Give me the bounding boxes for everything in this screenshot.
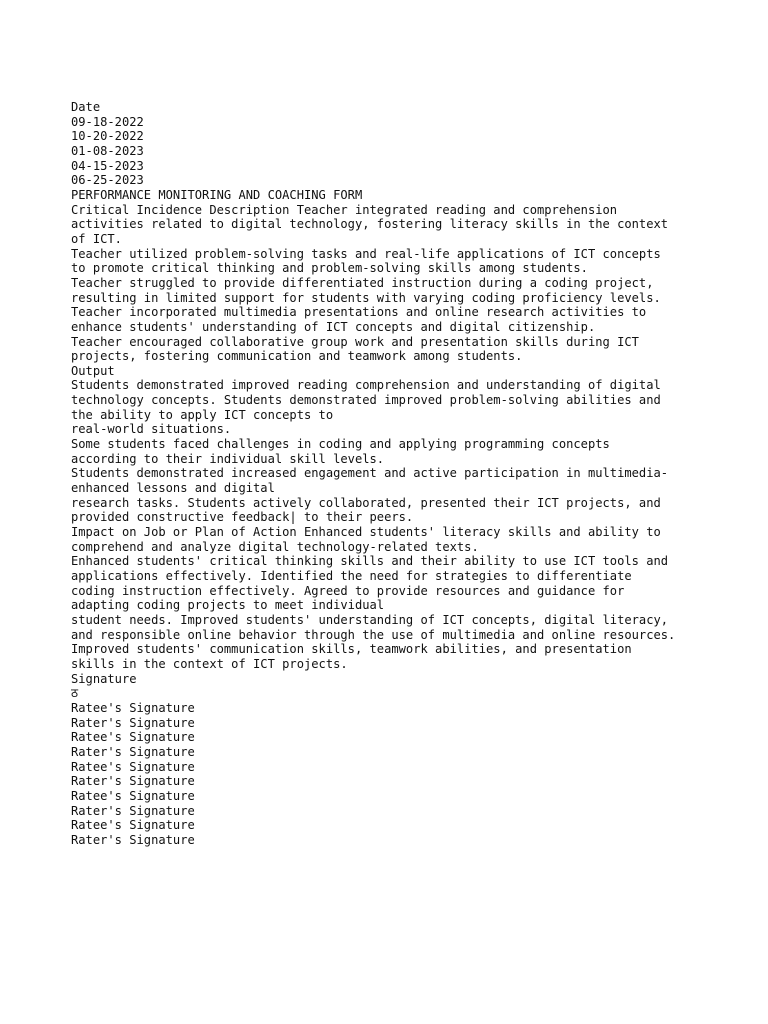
text-line: provided constructive feedback| to their peers.	[71, 510, 414, 525]
text-line: to promote critical thinking and problem-solving skills among students.	[71, 261, 588, 276]
text-line: Teacher struggled to provide differentiated instruction during a coding project,	[71, 275, 654, 290]
text-line: real-world situations.	[71, 422, 232, 437]
signature-line: Ratee's Signature	[71, 818, 195, 833]
date-value: 01-08-2023	[71, 143, 144, 158]
text-line: technology concepts. Students demonstrated improved problem-solving abilities and	[71, 393, 661, 408]
signature-line: Ratee's Signature	[71, 759, 195, 774]
date-value: 04-15-2023	[71, 158, 144, 173]
text-line: enhance students' understanding of ICT concepts and digital citizenship.	[71, 319, 596, 334]
text-line: Critical Incidence Description Teacher integrated reading and comprehension	[71, 202, 618, 217]
output-section	[71, 364, 711, 525]
text-line: Teacher encouraged collaborative group work and presentation skills during ICT	[71, 334, 639, 349]
signature-line: Rater's Signature	[71, 744, 195, 759]
signature-line: Ratee's Signature	[71, 700, 195, 715]
text-line: Impact on Job or Plan of Action Enhanced students' literacy skills and ability to	[71, 525, 661, 540]
signature-mark: ठ	[71, 686, 79, 701]
signature-line: Rater's Signature	[71, 832, 195, 847]
date-section	[71, 100, 711, 188]
signature-line: Rater's Signature	[71, 715, 195, 730]
text-line: projects, fostering communication and teamwork among students.	[71, 349, 523, 364]
text-line: adapting coding projects to meet individual	[71, 598, 385, 613]
date-value: 09-18-2022	[71, 114, 144, 129]
text-line: skills in the context of ICT projects.	[71, 656, 348, 671]
text-line: research tasks. Students actively collaborated, presented their ICT projects, and	[71, 495, 661, 510]
date-header: Date	[71, 100, 101, 114]
text-line: Teacher incorporated multimedia presentations and online research activities to	[71, 305, 647, 320]
signature-header: Signature	[71, 671, 137, 686]
text-line: Students demonstrated increased engagement and active participation in multimedia-	[71, 466, 669, 481]
signature-line: Ratee's Signature	[71, 788, 195, 803]
signature-line: Ratee's Signature	[71, 730, 195, 745]
text-line: coding instruction effectively. Agreed to provide resources and guidance for	[71, 583, 625, 598]
signature-line: Rater's Signature	[71, 803, 195, 818]
text-line: comprehend and analyze digital technology-related texts.	[71, 539, 479, 554]
text-line: applications effectively. Identified the need for strategies to differentiate	[71, 569, 632, 583]
impact-section	[71, 525, 711, 672]
text-line: Enhanced students' critical thinking skills and their ability to use ICT tools and	[71, 554, 669, 569]
text-line: of ICT.	[71, 231, 122, 246]
signature-section	[71, 672, 711, 848]
text-line: the ability to apply ICT concepts to	[71, 407, 334, 422]
date-value: 06-25-2023	[71, 173, 144, 188]
critical-incidence-section	[71, 203, 711, 364]
date-value: 10-20-2022	[71, 129, 144, 144]
document-page	[71, 100, 711, 847]
text-line: Students demonstrated improved reading comprehension and understanding of digital	[71, 378, 661, 393]
text-line: student needs. Improved students' understanding of ICT concepts, digital literacy,	[71, 612, 669, 627]
text-line: resulting in limited support for students with varying coding proficiency levels.	[71, 290, 661, 305]
text-line: Improved students' communication skills, teamwork abilities, and presentation	[71, 642, 632, 657]
text-line: activities related to digital technology, fostering literacy skills in the context	[71, 217, 669, 232]
output-header: Output	[71, 363, 115, 378]
text-line: according to their individual skill levels.	[71, 451, 385, 466]
text-line: Some students faced challenges in coding and applying programming concepts	[71, 437, 610, 452]
text-line: enhanced lessons and digital	[71, 481, 275, 496]
signature-line: Rater's Signature	[71, 774, 195, 789]
form-title: PERFORMANCE MONITORING AND COACHING FORM	[71, 187, 363, 202]
text-line: and responsible online behavior through the use of multimedia and online resources.	[71, 627, 676, 642]
text-line: Teacher utilized problem-solving tasks and real-life applications of ICT concepts	[71, 246, 661, 261]
